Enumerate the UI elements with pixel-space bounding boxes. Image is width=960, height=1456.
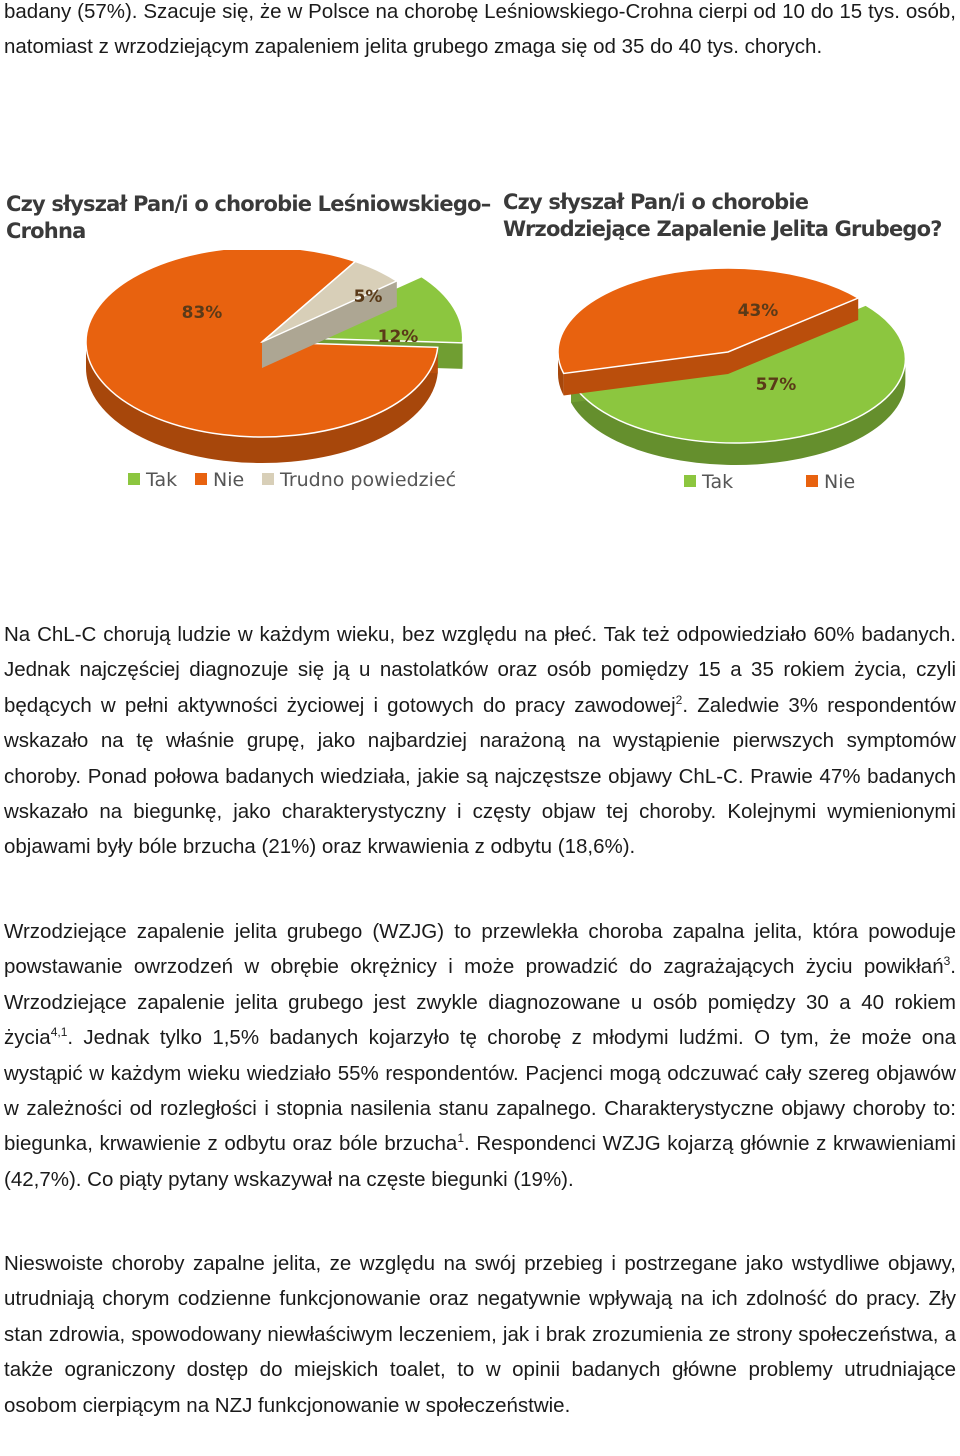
pie-label-nie: 43%	[737, 301, 779, 321]
paragraph-intro: badany (57%). Szacuje się, że w Polsce na chorobę Leśniowskiego-Crohna cierpi od 10 do 15 tys. osób, natomiast z wrzodziejącym zapaleniem jelita grubego zmaga się od 35 do 40 tys. chorych.	[4, 0, 956, 59]
legend-item-trudno-powiedzieć	[262, 469, 456, 491]
legend-label: Trudno powiedzieć	[280, 469, 457, 491]
paragraph-wzjg-text-a: Wrzodziejące zapalenie jelita grubego (WZJG) to przewlekła choroba zapalna jelita, która powoduje powstawanie owrzodzeń w obrębie okrężnicy i może prowadzić do zagrażających życiu powikłań	[4, 920, 956, 979]
pie-chart-1	[86, 250, 463, 491]
legend-item-tak	[128, 469, 177, 491]
paragraph-nzj: Nieswoiste choroby zapalne jelita, ze względu na swój przebieg i postrzegane jako wstydliwe objawy, utrudniają chorym codzienne funkcjonowanie oraz negatywnie wpływają na ich zdolność do pracy. Zły stan zdrowia, spowodowany niewłaściwym leczeniem, jak i brak zrozumienia ze strony społeczeństwa, a także ograniczony dostęp do miejskich toalet, to w opinii badanych główne problemy utrudniające osobom cierpiącym na NZJ funkcjonowanie w społeczeństwie.	[4, 1252, 956, 1417]
legend-label: Tak	[702, 471, 734, 493]
paragraph-chl-c-text-a: Na ChL-C chorują ludzie w każdym wieku, bez względu na płeć. Tak też odpowiedziało 60% badanych. Jednak najczęściej diagnozuje się ją u nastolatków oraz osób pomiędzy 15 a 35 rokiem życia, czyli będących w pełni aktywności życiowej i gotowych do pracy zawodowej	[4, 623, 956, 717]
footnote-ref: 2	[675, 692, 683, 707]
paragraph-wzjg-text-d: . Respondenci WZJG kojarzą głównie z krwawieniami (42,7%). Co piąty pytany wskazywał na częste biegunki (19%).	[4, 1132, 956, 1191]
legend-swatch	[262, 473, 274, 485]
legend-swatch	[128, 473, 140, 485]
legend-swatch	[806, 475, 818, 487]
pie-label-nie: 83%	[181, 303, 223, 323]
legend-label: Nie	[824, 471, 856, 493]
legend-item-nie	[195, 469, 244, 491]
chart1-title: Czy słyszał Pan/i o chorobie Leśniowskiego– Crohna	[6, 192, 491, 243]
paragraph-chl-c	[4, 617, 956, 865]
paragraph-wzjg-text-b: . Wrzodziejące zapalenie jelita grubego jest zwykle diagnozowane u osób pomiędzy 30 a 40 rokiem życia	[4, 955, 956, 1050]
paragraph-wzjg	[4, 914, 956, 1197]
legend-item-nie	[806, 471, 855, 493]
footnote-ref: 4,1	[50, 1025, 68, 1040]
legend-label: Nie	[213, 469, 245, 491]
paragraph-wzjg-text-c: . Jednak tylko 1,5% badanych kojarzyło tę chorobę z młodymi ludźmi. O tym, że może ona wystąpić w każdym wieku wiedziało 55% respondentów. Pacjenci mogą odczuwać cały szereg objawów w zależności od rozległości i stopnia nasilenia stanu zapalnego. Charakterystyczne objawy choroby to: biegunka, krwawienie z odbytu oraz bóle brzucha	[4, 1026, 956, 1156]
pie-label-tak: 57%	[755, 375, 797, 395]
pie-label-trudno-powiedzieć: 5%	[353, 287, 383, 307]
footnote-ref: 3	[943, 954, 951, 969]
paragraph-chl-c-text-b: . Zaledwie 3% respondentów wskazało na tę właśnie grupę, jako najbardziej narażoną na wystąpienie pierwszych symptomów choroby. Ponad połowa badanych wiedziała, jakie są najczęstsze objawy ChL-C. Prawie 47% badanych wskazało na biegunkę, jako charakterystyczny i częsty objaw tej choroby. Kolejnymi wymienionymi objawami były bóle brzucha (21%) oraz krwawienia z odbytu (18,6%).	[4, 693, 956, 859]
pie-label-tak: 12%	[377, 327, 419, 347]
legend-label: Tak	[146, 469, 178, 491]
legend-item-tak	[684, 471, 733, 493]
footnote-ref: 1	[457, 1131, 465, 1146]
legend-swatch	[195, 473, 207, 485]
legend-swatch	[684, 475, 696, 487]
pie-chart-2	[558, 268, 905, 493]
pie-charts	[0, 250, 960, 520]
chart2-title: Czy słyszał Pan/i o chorobie Wrzodziejące Zapalenie Jelita Grubego?	[503, 190, 942, 241]
